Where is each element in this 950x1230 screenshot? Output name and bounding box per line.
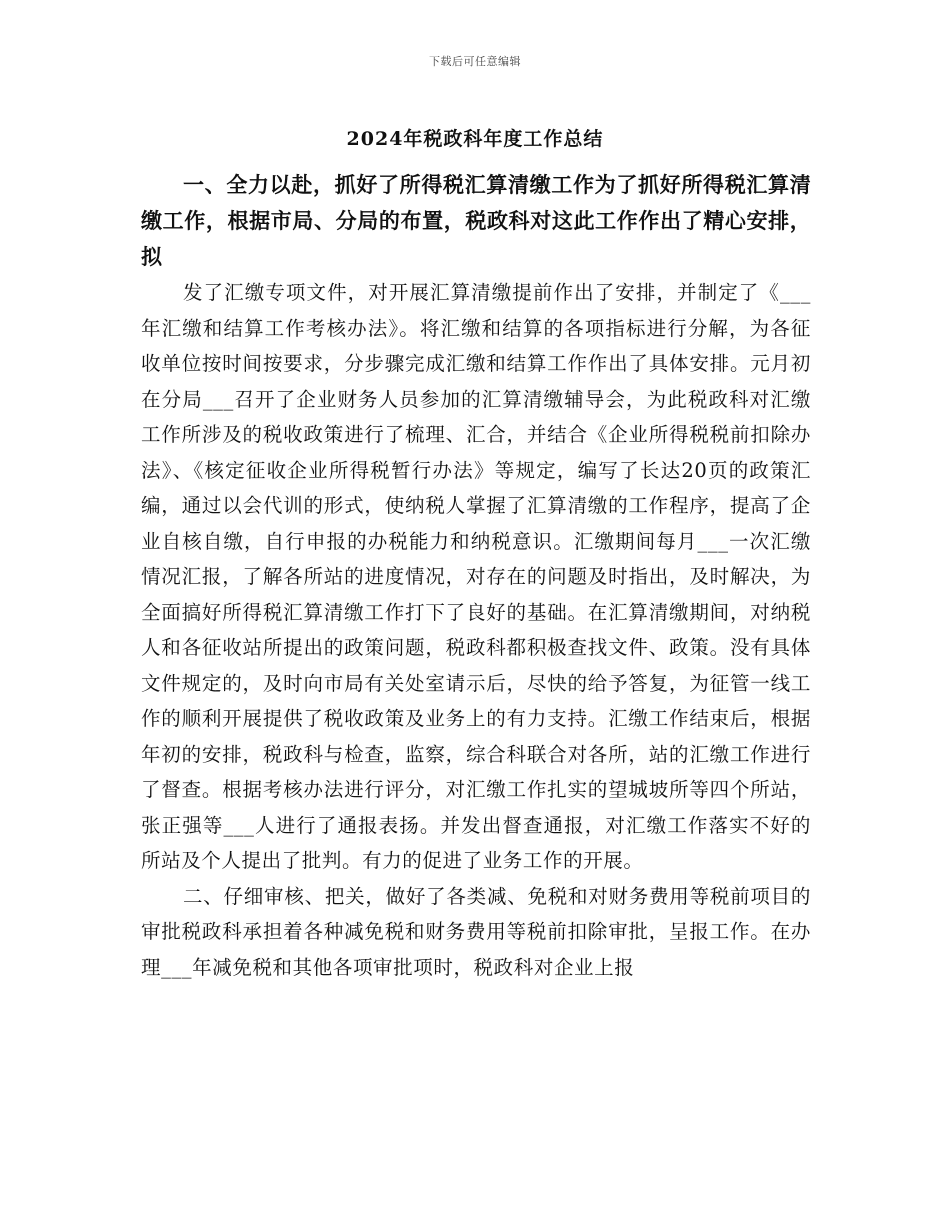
document-title: 2024年税政科年度工作总结 bbox=[346, 128, 604, 150]
page-header-note: 下载后可任意编辑 bbox=[429, 55, 521, 68]
document-body bbox=[141, 167, 811, 985]
section-1-heading: 一、全力以赴，抓好了所得税汇算清缴工作为了抓好所得税汇算清缴工作，根据市局、分局的布置，税政科对这此工作作出了精心安排，拟 bbox=[141, 172, 811, 269]
section-1-paragraph: 发了汇缴专项文件，对开展汇算清缴提前作出了安排，并制定了《___年汇缴和结算工作考核办法》。将汇缴和结算的各项指标进行分解，为各征收单位按时间按要求，分步骤完成汇缴和结算工作作出了具体安排。元月初在分局___召开了企业财务人员参加的汇算清缴辅导会，为此税政科对汇缴工作所涉及的税收政策进行了梳理、汇合，并结合《企业所得税税前扣除办法》、《核定征收企业所得税暂行办法》等规定，编写了长达20页的政策汇编，通过以会代训的形式，使纳税人掌握了汇算清缴的工作程序，提高了企业自核自缴，自行申报的办税能力和纳税意识。汇缴期间每月___一次汇缴情况汇报，了解各所站的进度情况，对存在的问题及时指出，及时解决，为全面搞好所得税汇算清缴工作打下了良好的基础。在汇算清缴期间，对纳税人和各征收站所提出的政策问题，税政科都积极查找文件、政策。没有具体文件规定的，及时向市局有关处室请示后，尽快的给予答复，为征管一线工作的顺利开展提供了税收政策及业务上的有力支持。汇缴工作结束后，根据年初的安排，税政科与检查，监察，综合科联合对各所，站的汇缴工作进行了督查。根据考核办法进行评分，对汇缴工作扎实的望城坡所等四个所站，张正强等___人进行了通报表扬。并发出督查通报，对汇缴工作落实不好的所站及个人提出了批判。有力的促进了业务工作的开展。 bbox=[141, 281, 811, 872]
section-2-paragraph: 二、仔细审核、把关，做好了各类减、免税和对财务费用等税前项目的审批税政科承担着各种减免税和财务费用等税前扣除审批，呈报工作。在办理___年减免税和其他各项审批项时，税政科对企业上报 bbox=[141, 884, 811, 979]
